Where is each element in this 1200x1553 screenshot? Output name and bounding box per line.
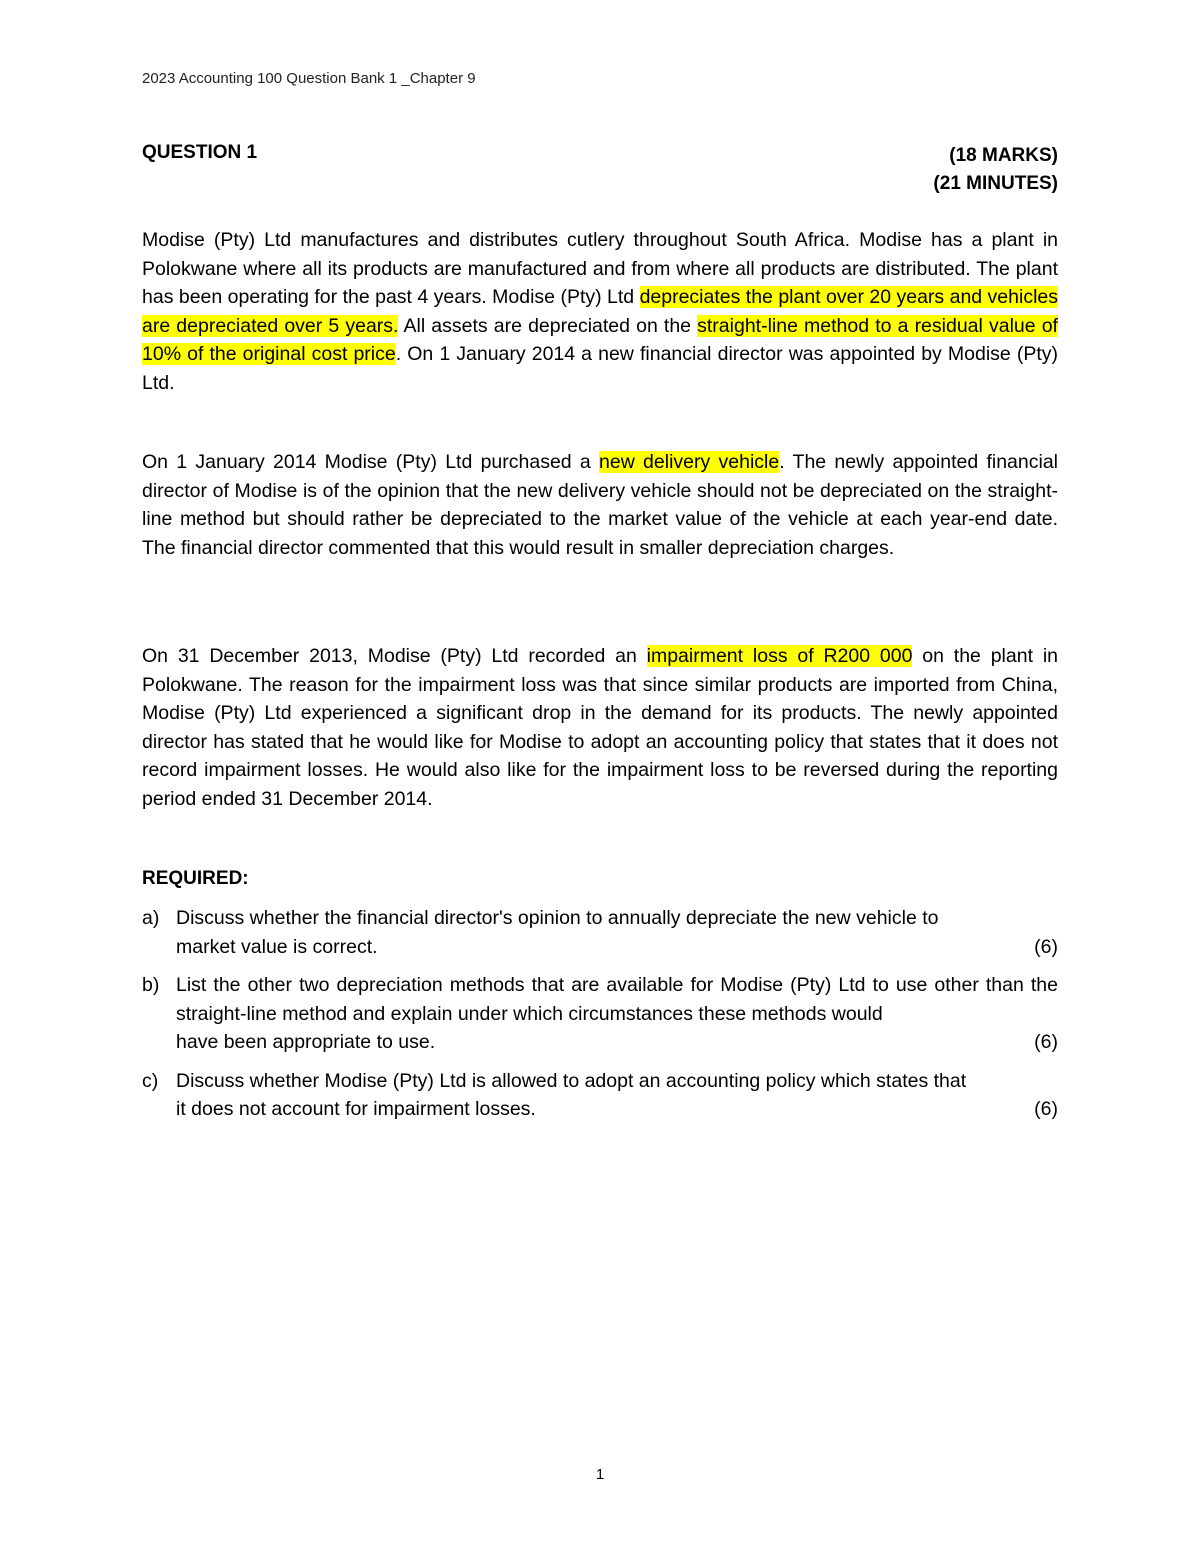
- required-list: [142, 904, 1058, 1134]
- question-title: QUESTION 1: [142, 142, 258, 163]
- paragraph-text: on the plant in Polokwane. The reason for the impairment loss was that since similar products are imported from China, Modise (Pty) Ltd experienced a significant drop in the demand for its products. The newly appointed director has stated that he would like for Modise to adopt an accounting policy that states that it does not record impairment losses. He would also like for the impairment loss to be reversed during the reporting period ended 31 December 2014.: [142, 645, 1058, 810]
- question-allocation: [933, 142, 1058, 198]
- highlighted-text: new delivery vehicle: [599, 451, 780, 473]
- paragraph-text: On 31 December 2013, Modise (Pty) Ltd recorded an: [142, 645, 647, 667]
- item-text-end: have been appropriate to use.: [176, 1031, 436, 1053]
- running-header: 2023 Accounting 100 Question Bank 1 _Chapter 9: [142, 70, 476, 87]
- item-letter: b): [142, 974, 160, 996]
- required-heading: REQUIRED:: [142, 868, 249, 889]
- item-text: Discuss whether Modise (Pty) Ltd is allowed to adopt an accounting policy which states that: [176, 1069, 967, 1092]
- highlighted-text: impairment loss of R200 000: [646, 645, 913, 667]
- required-item-b: [142, 971, 1058, 1057]
- page-number: 1: [595, 1466, 605, 1483]
- item-marks: (6): [1034, 1031, 1058, 1053]
- question-minutes: (21 MINUTES): [933, 173, 1058, 194]
- item-marks: (6): [1034, 1098, 1058, 1120]
- paragraph-text: . On 1 January 2014 a new financial director was appointed by Modise (Pty) Ltd.: [142, 343, 1059, 394]
- scenario-paragraph-2: [142, 448, 1058, 562]
- item-letter: c): [142, 1069, 159, 1092]
- item-text-end: it does not account for impairment losses.: [176, 1098, 536, 1120]
- item-marks: (6): [1034, 935, 1058, 958]
- paragraph-text: All assets are depreciated on the: [398, 314, 698, 337]
- paragraph-text: On 1 January 2014 Modise (Pty) Ltd purchased a: [142, 451, 600, 473]
- item-text: List the other two depreciation methods that are available for Modise (Pty) Ltd to use other than the straight-line method and explain under which circumstances these methods would: [176, 974, 1058, 1025]
- scenario-paragraph-3: [142, 642, 1058, 813]
- paragraph-text: . The newly appointed financial director of Modise is of the opinion that the new delivery vehicle should not be depreciated on the straight-line method but should rather be depreciated to the market value of the vehicle at each year-end date. The financial director commented that this would result in smaller depreciation charges.: [142, 451, 1058, 559]
- scenario-paragraph-1: [142, 226, 1058, 397]
- question-marks: (18 MARKS): [949, 145, 1058, 166]
- item-text-end: market value is correct.: [176, 935, 378, 958]
- highlighted-text: depreciates the plant over 20 years and vehicles are depreciated over 5 years.: [142, 286, 1059, 337]
- required-item-c: [142, 1067, 1058, 1124]
- item-text: Discuss whether the financial director's opinion to annually depreciate the new vehicle to: [176, 907, 939, 929]
- required-item-a: [142, 904, 1058, 961]
- item-letter: a): [142, 907, 160, 929]
- highlighted-text: straight-line method to a residual value of 10% of the original cost price: [142, 314, 1058, 365]
- paragraph-text: Modise (Pty) Ltd manufactures and distributes cutlery throughout South Africa. Modise has a plant in Polokwane where all its products are manufactured and from where all products are distributed. The plant has been operating for the past 4 years. Modise (Pty) Ltd: [142, 229, 1058, 308]
